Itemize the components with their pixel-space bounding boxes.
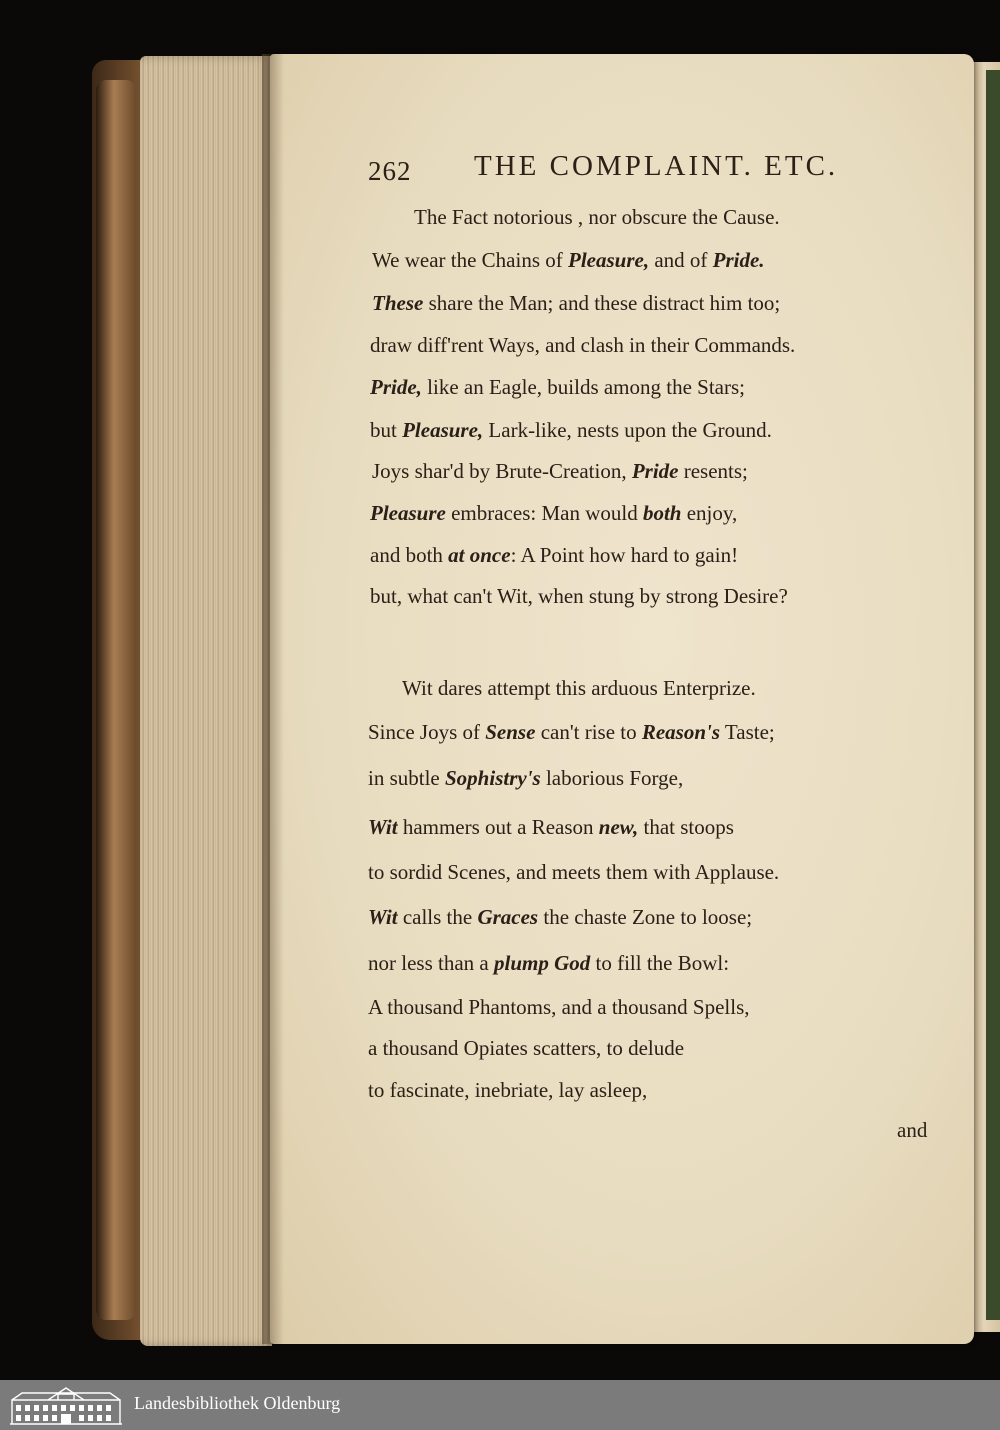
page-edges-stack	[140, 56, 272, 1346]
verse-line	[368, 905, 752, 930]
book-cover-edge	[96, 80, 136, 1320]
verse-line	[372, 248, 765, 273]
verse-text: hammers out a Reason	[397, 815, 599, 839]
verse-text: : A Point how hard to gain!	[510, 543, 739, 567]
verse-italic-text: new,	[598, 815, 639, 839]
verse-line	[402, 676, 756, 701]
verse-text: nor less than a	[368, 951, 494, 975]
verse-text: can't rise to	[535, 720, 642, 744]
verse-line	[370, 543, 738, 568]
verse-text: but, what can't Wit, when stung by strong Desire?	[370, 584, 788, 608]
verse-italic-text: Sense	[485, 720, 536, 744]
verse-text: Lark-like, nests upon the Ground.	[483, 418, 772, 442]
verse-line	[368, 860, 779, 885]
page-header	[368, 150, 850, 194]
library-footer	[0, 1380, 1000, 1430]
verse-italic-text: plump God	[493, 951, 591, 975]
verse-italic-text: Pride.	[712, 248, 765, 272]
verse-text: Since Joys of	[368, 720, 486, 744]
verse-italic-text: both	[642, 501, 682, 525]
verse-text: draw diff'rent Ways, and clash in their Commands.	[370, 333, 796, 357]
verse-line	[372, 291, 780, 316]
verse-line	[368, 720, 775, 745]
verse-italic-text: Wit	[368, 905, 398, 929]
verse-text: laborious Forge,	[540, 766, 684, 790]
verse-text: but	[370, 418, 403, 442]
verse-italic-text: Wit	[368, 815, 398, 839]
verse-italic-text: Pleasure,	[568, 248, 650, 272]
verse-line	[370, 375, 745, 400]
verse-italic-text: Pleasure	[370, 501, 446, 525]
verse-italic-text: Pride	[631, 459, 679, 483]
running-title: THE COMPLAINT. ETC.	[474, 150, 839, 182]
verse-line	[370, 418, 772, 443]
verse-text: Taste;	[720, 720, 775, 744]
verse-text: and both	[370, 543, 449, 567]
verse-text: enjoy,	[681, 501, 738, 525]
verse-text: Joys shar'd by Brute-Creation,	[372, 459, 632, 483]
verse-text: the chaste Zone to loose;	[538, 905, 753, 929]
gutter-shadow	[262, 54, 284, 1344]
verse-italic-text: Pleasure,	[402, 418, 484, 442]
verse-line	[368, 995, 750, 1020]
verse-line	[368, 1078, 647, 1103]
verse-text: to sordid Scenes, and meets them with Applause.	[368, 860, 780, 884]
verse-text: share the Man; and these distract him too;	[423, 291, 781, 315]
verse-italic-text: Graces	[477, 905, 539, 929]
library-name: Landesbibliothek Oldenburg	[134, 1393, 341, 1413]
verse-line	[372, 459, 748, 484]
verse-line	[370, 584, 788, 609]
verse-line	[368, 815, 734, 840]
verse-line	[368, 766, 683, 791]
verse-text: calls the	[397, 905, 478, 929]
library-building-logo-icon	[8, 1384, 124, 1426]
verse-text: resents;	[678, 459, 748, 483]
verse-italic-text: Pride,	[370, 375, 422, 399]
verse-line	[370, 501, 737, 526]
verse-text: to fascinate, inebriate, lay asleep,	[368, 1078, 648, 1102]
verse-italic-text: Sophistry's	[445, 766, 541, 790]
verse-text: A thousand Phantoms, and a thousand Spells,	[368, 995, 750, 1019]
verse-italic-text: Reason's	[641, 720, 721, 744]
verse-text: The Fact notorious , nor obscure the Cause.	[414, 205, 780, 229]
catchword: and	[897, 1118, 928, 1142]
verse-italic-text: These	[372, 291, 424, 315]
verse-text: embraces: Man would	[445, 501, 643, 525]
verse-text: in subtle	[368, 766, 445, 790]
verse-text: We wear the Chains of	[372, 248, 568, 272]
book-cover-right	[986, 70, 1000, 1320]
verse-line	[368, 1036, 684, 1061]
verse-text: that stoops	[638, 815, 734, 839]
verse-line	[368, 951, 729, 976]
verse-text: Wit dares attempt this arduous Enterprize.	[402, 676, 756, 700]
page-number: 262	[368, 156, 412, 186]
verse-line	[414, 205, 780, 230]
verse-text: to fill the Bowl:	[590, 951, 730, 975]
verse-text: like an Eagle, builds among the Stars;	[421, 375, 746, 399]
verse-text: and of	[649, 248, 713, 272]
verse-italic-text: at once	[448, 543, 511, 567]
verse-text: a thousand Opiates scatters, to delude	[368, 1036, 685, 1060]
verse-line	[370, 333, 795, 358]
